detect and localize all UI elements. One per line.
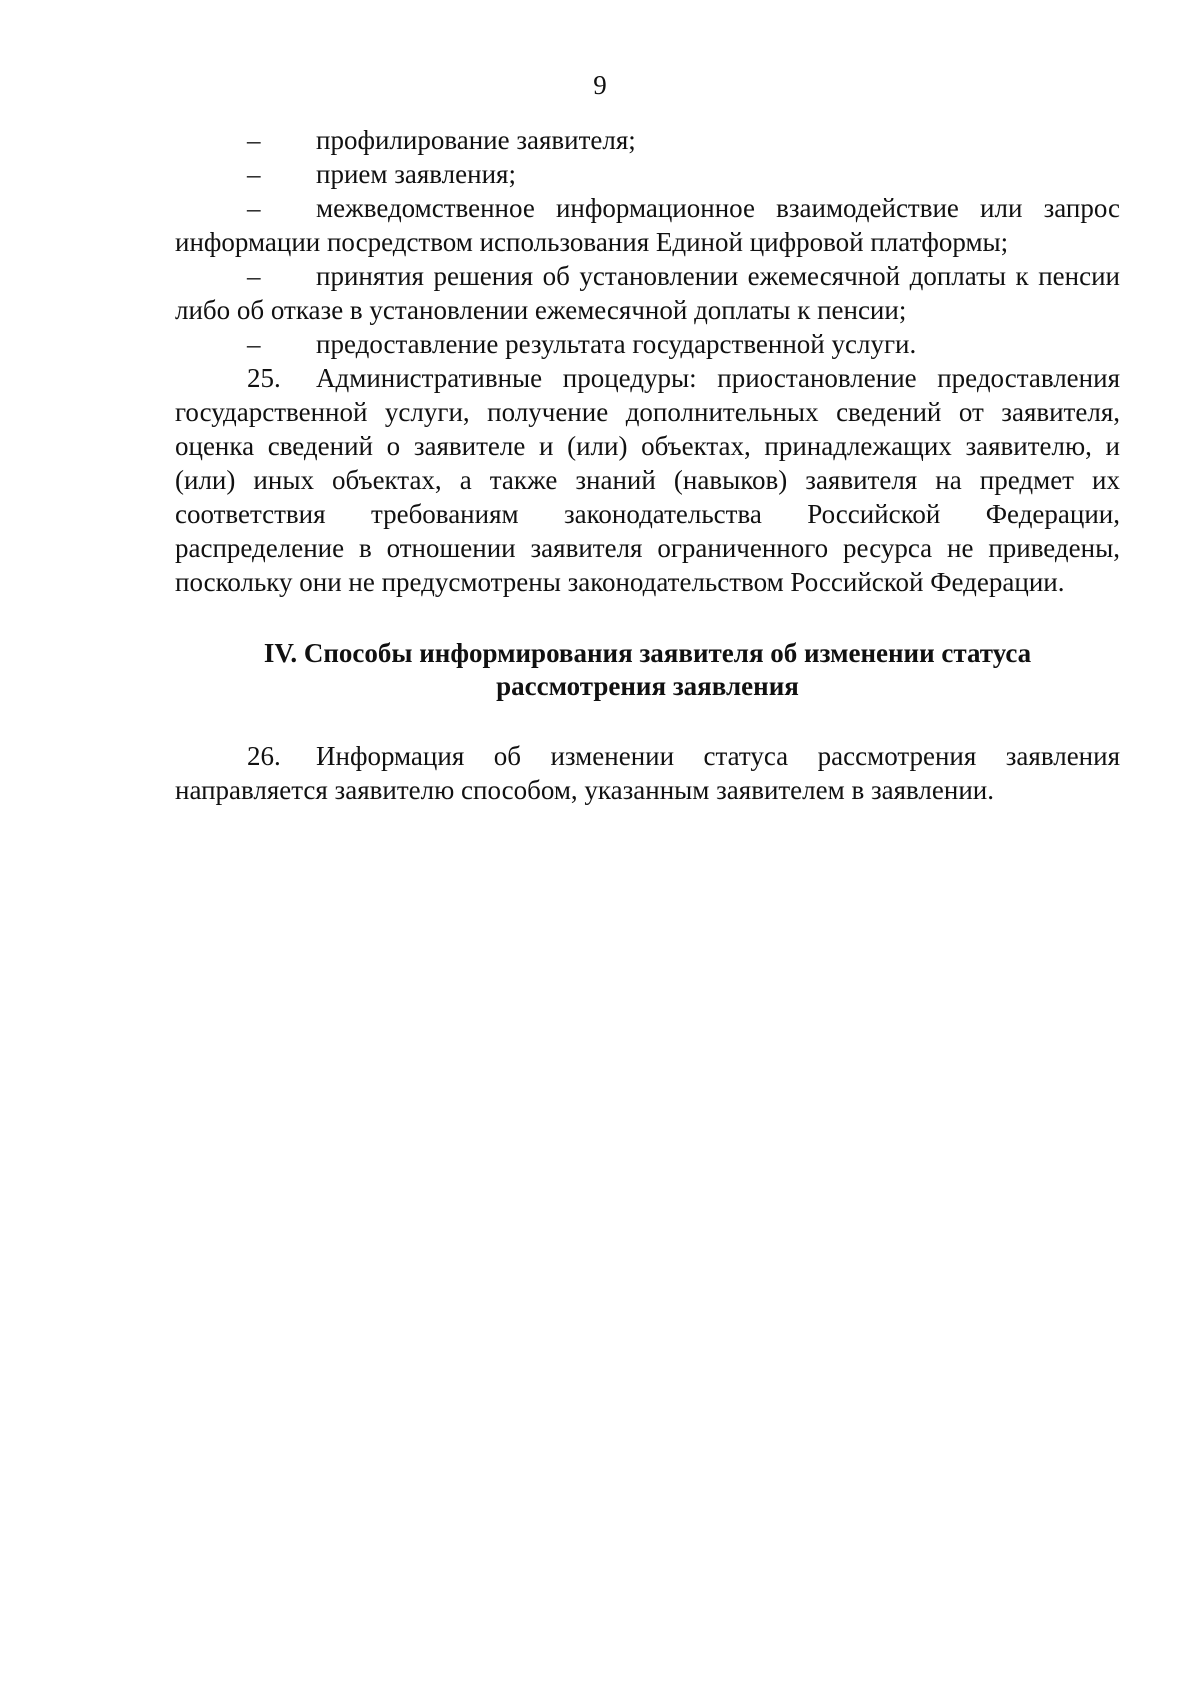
list-item-text: принятия решения об установлении ежемесячной доплаты к пенсии либо об отказе в установлении ежемесячной доплаты к пенсии; <box>175 261 1120 325</box>
list-marker: – <box>247 329 261 359</box>
paragraph-text: Информация об изменении статуса рассмотрения заявления направляется заявителю способом, указанным заявителем в заявлении. <box>175 741 1120 805</box>
list-item-text: предоставление результата государственной услуги. <box>316 329 917 359</box>
document-body <box>175 123 1120 807</box>
list-marker: – <box>247 159 261 189</box>
paragraph-number: 26. <box>247 741 281 771</box>
list-item <box>175 157 1120 191</box>
section-heading <box>175 637 1120 703</box>
paragraph-25 <box>175 361 1120 599</box>
list-marker: – <box>247 261 261 291</box>
paragraph-number: 25. <box>247 363 281 393</box>
list-item-text: межведомственное информационное взаимодействие или запрос информации посредством использования Единой цифровой платформы; <box>175 193 1120 257</box>
list-item <box>175 123 1120 157</box>
list-marker: – <box>247 193 261 223</box>
section-heading-line: рассмотрения заявления <box>496 671 799 701</box>
list-marker: – <box>247 125 261 155</box>
list-item <box>175 259 1120 327</box>
list-item-text: прием заявления; <box>316 159 516 189</box>
section-heading-line: IV. Способы информирования заявителя об изменении статуса <box>263 638 1032 668</box>
list-item <box>175 191 1120 259</box>
page-number: 9 <box>593 70 607 100</box>
paragraph-26 <box>175 739 1120 807</box>
list-item-text: профилирование заявителя; <box>316 125 636 155</box>
paragraph-text: Административные процедуры: приостановление предоставления государственной услуги, получение дополнительных сведений от заявителя, оценка сведений о заявителе и (или) объектах, принадлежащих заявителю, и (или) иных объектах, а также знаний (навыков) заявителя на предмет их соответствия требованиям законодательства Российской Федерации, распределение в отношении заявителя ограниченного ресурса не приведены, поскольку они не предусмотрены законодательством Российской Федерации. <box>175 363 1120 597</box>
list-item <box>175 327 1120 361</box>
